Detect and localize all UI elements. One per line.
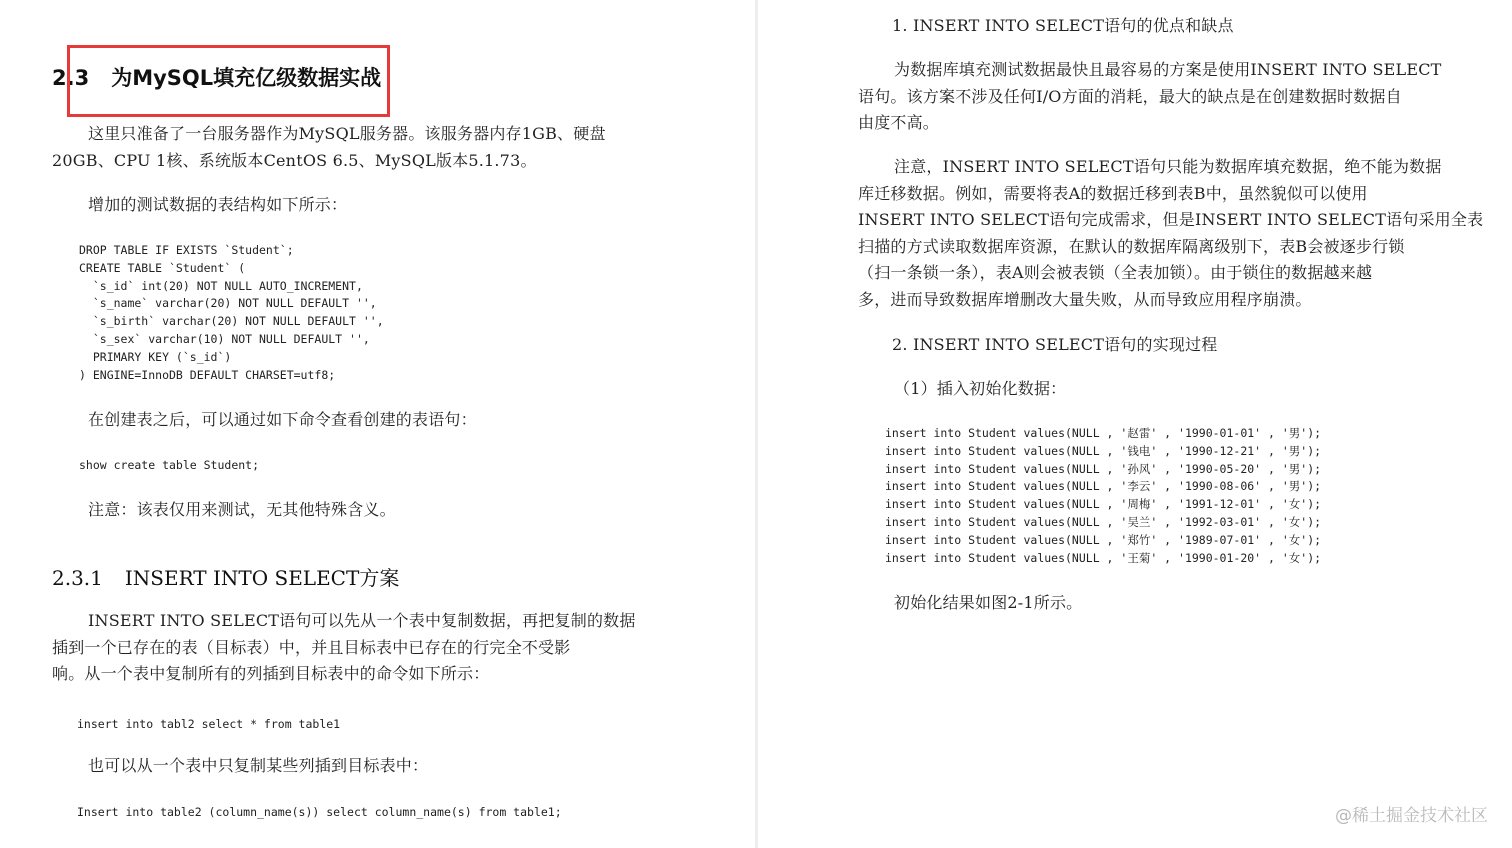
insert-rows-code	[885, 425, 1321, 567]
intro-line-1: 这里只准备了一台服务器作为MySQL服务器。该服务器内存1GB、硬盘	[88, 124, 606, 143]
result-text: 初始化结果如图2-1所示。	[894, 593, 1083, 612]
highlight-box	[67, 45, 390, 117]
show-create-text: 在创建表之后，可以通过如下命令查看创建的表语句：	[88, 410, 477, 429]
section-title: 为MySQL填充亿级数据实战	[111, 66, 382, 90]
create-table-code: DROP TABLE IF EXISTS `Student`; CREATE TABLE `Student` ( `s_id` int(20) NOT NULL AUTO_INCREMENT, `s_name` varchar(20) NOT NULL DEFAULT '', `s_birth` varchar(20) NOT NULL DEFAULT '', `s_sex` varchar(10) NOT NULL DEFAULT '', PRIMARY KEY (`s_id`) ) ENGINE=InnoDB DEFAULT CHARSET=utf8;	[79, 243, 384, 382]
note-line-3: INSERT INTO SELECT语句完成需求，但是INSERT INTO SELECT语句采用全表	[858, 210, 1484, 229]
subsection-title: INSERT INTO SELECT方案	[124, 566, 400, 590]
pros-line-3: 由度不高。	[858, 113, 940, 132]
pros-paragraph	[858, 57, 1498, 137]
right-page	[758, 0, 1512, 848]
insert-row: insert into Student values(NULL , '王菊' , '1990-01-20' , '女');	[885, 550, 1322, 565]
section-number: 2.3	[52, 66, 90, 90]
insert-row: insert into Student values(NULL , '李云' , '1990-08-06' , '男');	[885, 479, 1322, 494]
show-create-code: show create table Student;	[79, 458, 260, 472]
heading-implementation: 2. INSERT INTO SELECT语句的实现过程	[892, 335, 1218, 354]
note-line-2: 库迁移数据。例如，需要将表A的数据迁移到表B中，虽然貌似可以使用	[858, 183, 1368, 203]
subsection-heading	[52, 562, 399, 591]
watermark: @稀土掘金技术社区	[1335, 806, 1488, 826]
note-line-4: 扫描的方式读取数据库资源，在默认的数据库隔离级别下，表B会被逐步行锁	[858, 236, 1405, 256]
intro-paragraph	[52, 121, 692, 174]
table-structure-text: 增加的测试数据的表结构如下所示：	[88, 195, 348, 214]
left-page	[0, 0, 755, 848]
insert-row: insert into Student values(NULL , '孙风' , '1990-05-20' , '男');	[885, 461, 1322, 476]
intro-line-2: 20GB、CPU 1核、系统版本CentOS 6.5、MySQL版本5.1.73。	[52, 150, 537, 170]
heading-pros-cons: 1. INSERT INTO SELECT语句的优点和缺点	[892, 16, 1234, 35]
partial-columns-text: 也可以从一个表中只复制某些列插到目标表中：	[88, 756, 429, 775]
insert-select-line-3: 响。从一个表中复制所有的列插到目标表中的命令如下所示：	[52, 664, 490, 683]
note-text: 注意：该表仅用来测试，无其他特殊含义。	[88, 500, 396, 519]
pros-line-1: 为数据库填充测试数据最快且最容易的方案是使用INSERT INTO SELECT	[894, 60, 1442, 79]
insert-row: insert into Student values(NULL , '郑竹' , '1989-07-01' , '女');	[885, 532, 1322, 547]
step-1-text: （1）插入初始化数据：	[894, 379, 1067, 398]
pros-line-2: 语句。该方案不涉及任何I/O方面的消耗，最大的缺点是在创建数据时数据自	[858, 86, 1402, 106]
insert-row: insert into Student values(NULL , '周梅' , '1991-12-01' , '女');	[885, 497, 1322, 512]
note-line-6: 多，进而导致数据库增删改大量失败，从而导致应用程序崩溃。	[858, 289, 1312, 309]
insert-all-columns-code: insert into tabl2 select * from table1	[77, 717, 341, 731]
note-line-5: （扫一条锁一条），表A则会被表锁（全表加锁）。由于锁住的数据越来越	[858, 263, 1373, 282]
subsection-number: 2.3.1	[52, 566, 103, 590]
insert-some-columns-code: Insert into table2 (column_name(s)) select column_name(s) from table1;	[77, 805, 562, 819]
insert-row: insert into Student values(NULL , '赵雷' , '1990-01-01' , '男');	[885, 426, 1322, 440]
note-paragraph	[858, 154, 1498, 313]
insert-row: insert into Student values(NULL , '吴兰' , '1992-03-01' , '女');	[885, 514, 1322, 529]
insert-select-line-1: INSERT INTO SELECT语句可以先从一个表中复制数据，再把复制的数据	[88, 611, 636, 630]
note-line-1: 注意，INSERT INTO SELECT语句只能为数据库填充数据，绝不能为数据	[894, 157, 1442, 176]
insert-row: insert into Student values(NULL , '钱电' , '1990-12-21' , '男');	[885, 443, 1322, 458]
insert-select-paragraph	[52, 608, 692, 688]
insert-select-line-2: 插到一个已存在的表（目标表）中，并且目标表中已存在的行完全不受影	[52, 637, 571, 657]
